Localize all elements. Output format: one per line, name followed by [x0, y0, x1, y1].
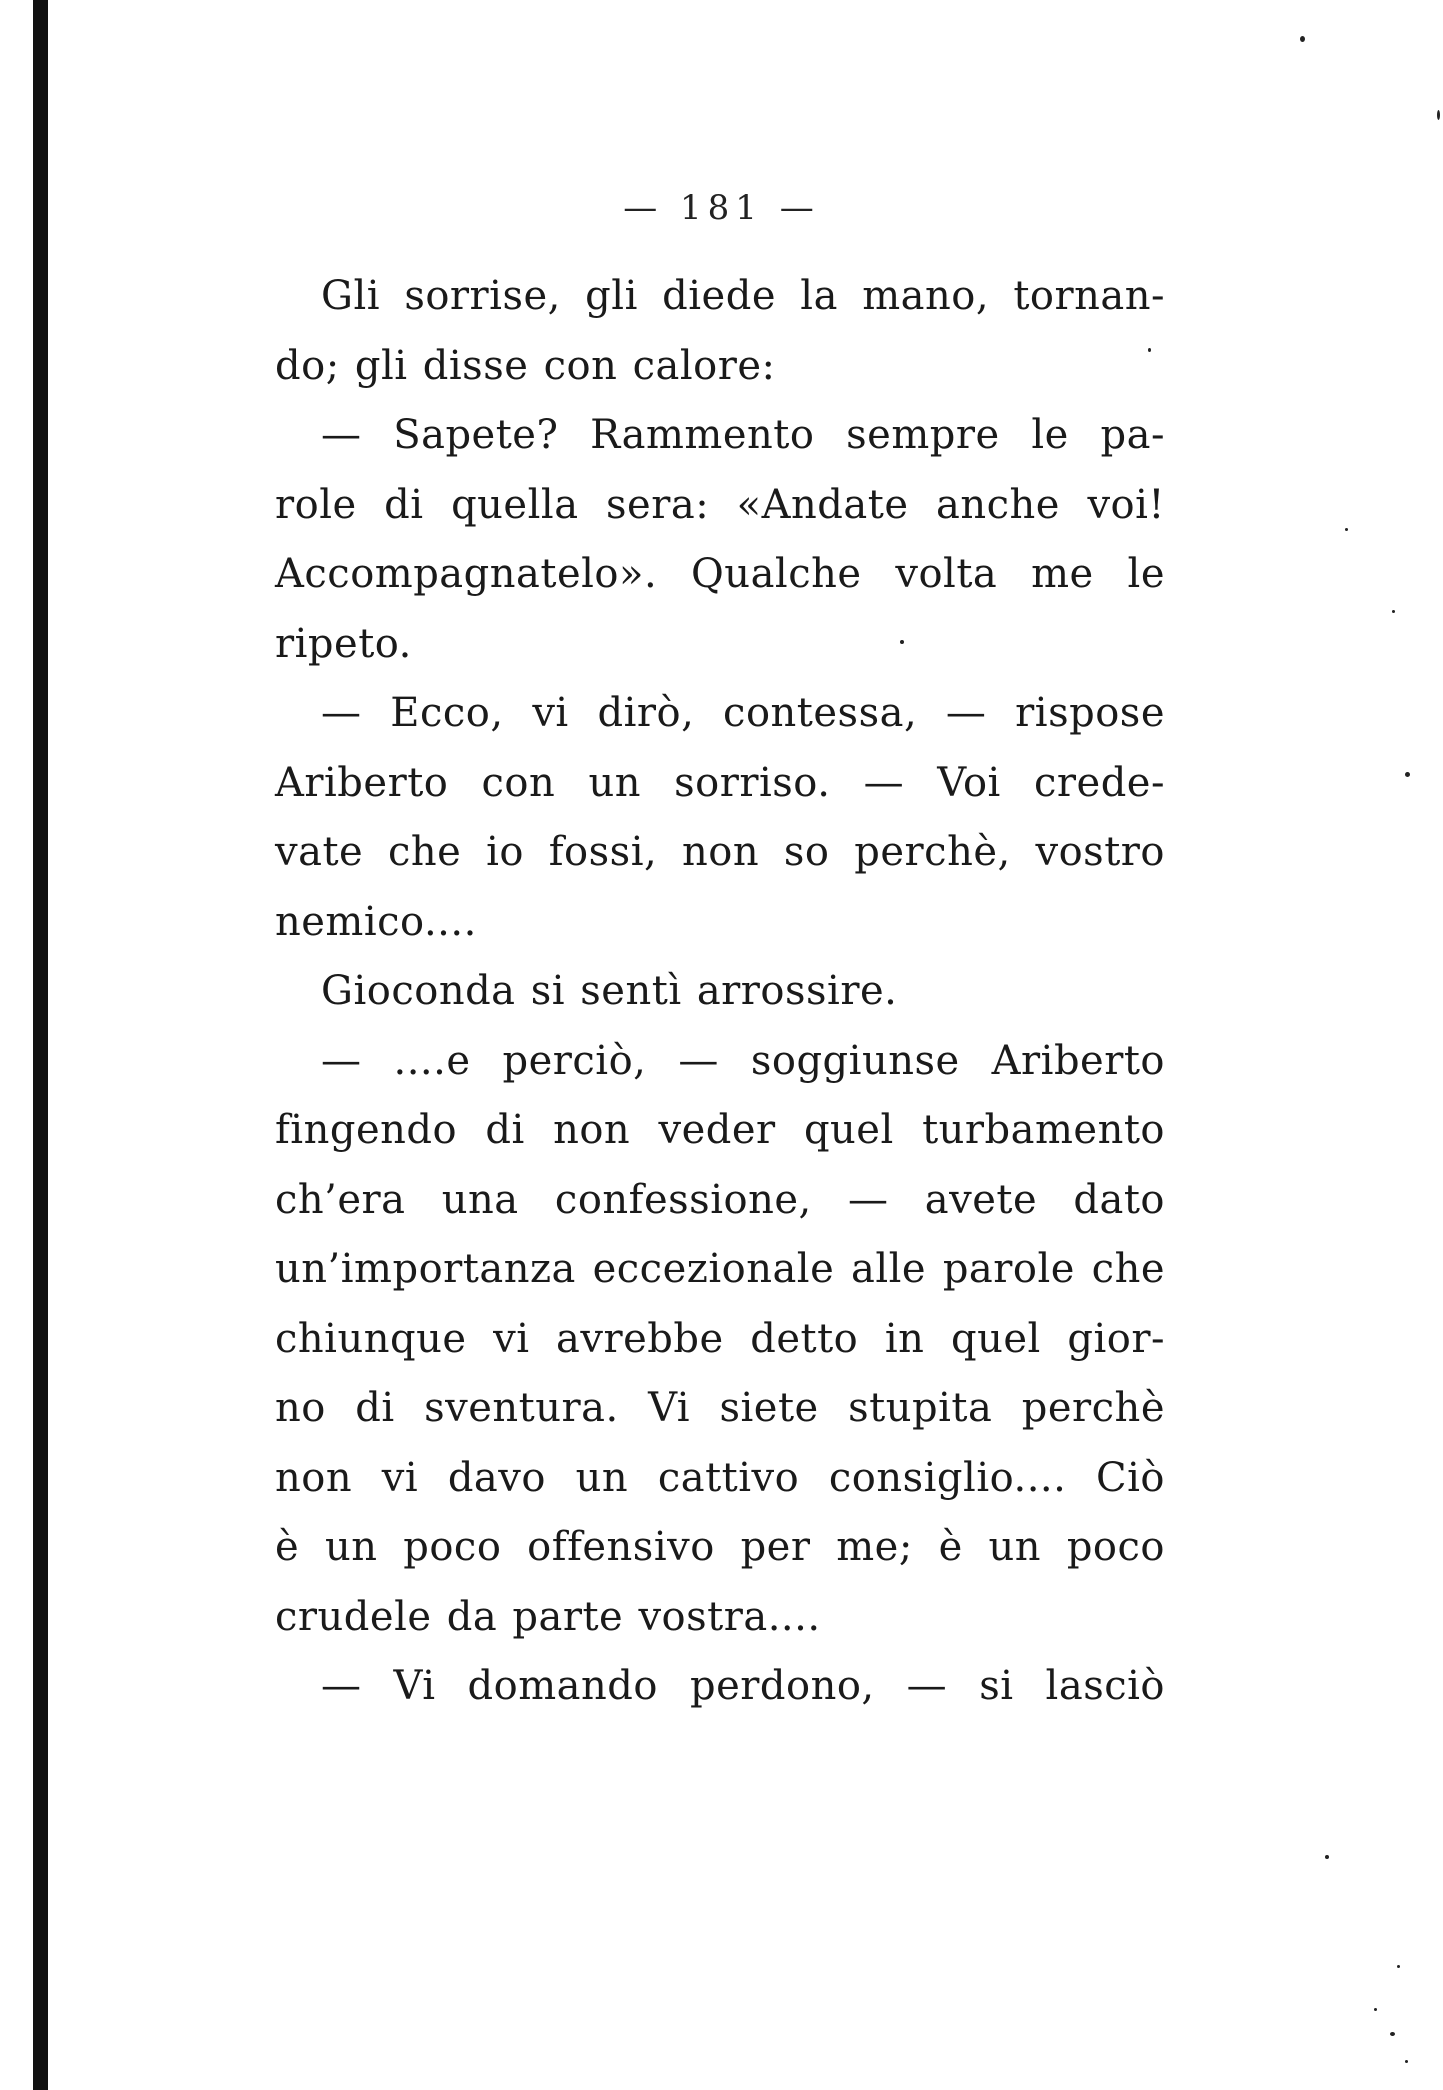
text-line: role di quella sera: «Andate anche voi! [275, 481, 1165, 528]
text-line: nemico.... [275, 898, 477, 945]
scan-speck [1405, 772, 1410, 777]
text-line: — ....e perciò, — soggiunse Ariberto [321, 1037, 1165, 1084]
scan-speck [1390, 2032, 1395, 2036]
text-line: è un poco offensivo per me; è un poco [275, 1524, 1165, 1570]
text-line: do; gli disse con calore: [275, 342, 776, 389]
scan-speck [900, 640, 904, 644]
text-line: Gli sorrise, gli diede la mano, tornan- [321, 273, 1165, 319]
scan-speck [1392, 610, 1395, 613]
scan-speck [1148, 348, 1151, 352]
scan-speck [1300, 36, 1305, 42]
text-line: — Vi domando perdono, — si lasciò [321, 1663, 1165, 1709]
scan-speck [1374, 2008, 1377, 2011]
text-line: Accompagnatelo». Qualche volta me le [275, 551, 1165, 597]
scan-speck [1437, 110, 1440, 120]
scan-speck [1397, 1965, 1400, 1968]
text-line: no di sventura. Vi siete stupita perchè [275, 1385, 1165, 1431]
scan-speck [1405, 2060, 1408, 2063]
binding-edge [33, 0, 48, 2090]
text-line: Ariberto con un sorriso. — Voi crede- [275, 759, 1165, 806]
text-line: ch’era una confessione, — avete dato [275, 1176, 1165, 1223]
scan-speck [1325, 1855, 1329, 1859]
text-line: non vi davo un cattivo consiglio.... Ciò [275, 1454, 1165, 1501]
text-line: ripeto. [275, 620, 412, 667]
text-line: fingendo di non veder quel turbamento [275, 1107, 1165, 1153]
text-line: chiunque vi avrebbe detto in quel gior- [275, 1315, 1165, 1362]
body-text [275, 262, 1165, 1722]
scan-speck [1345, 528, 1348, 531]
text-line: vate che io fossi, non so perchè, vostro [275, 829, 1165, 875]
text-line: — Sapete? Rammento sempre le pa- [321, 412, 1165, 458]
text-line: Gioconda si sentì arrossire. [321, 968, 898, 1014]
text-line: — Ecco, vi dirò, contessa, — rispose [321, 690, 1165, 736]
page-number: — 181 — [623, 188, 820, 228]
text-line: un’importanza eccezionale alle parole che [275, 1246, 1165, 1292]
text-line: crudele da parte vostra.... [275, 1593, 821, 1640]
